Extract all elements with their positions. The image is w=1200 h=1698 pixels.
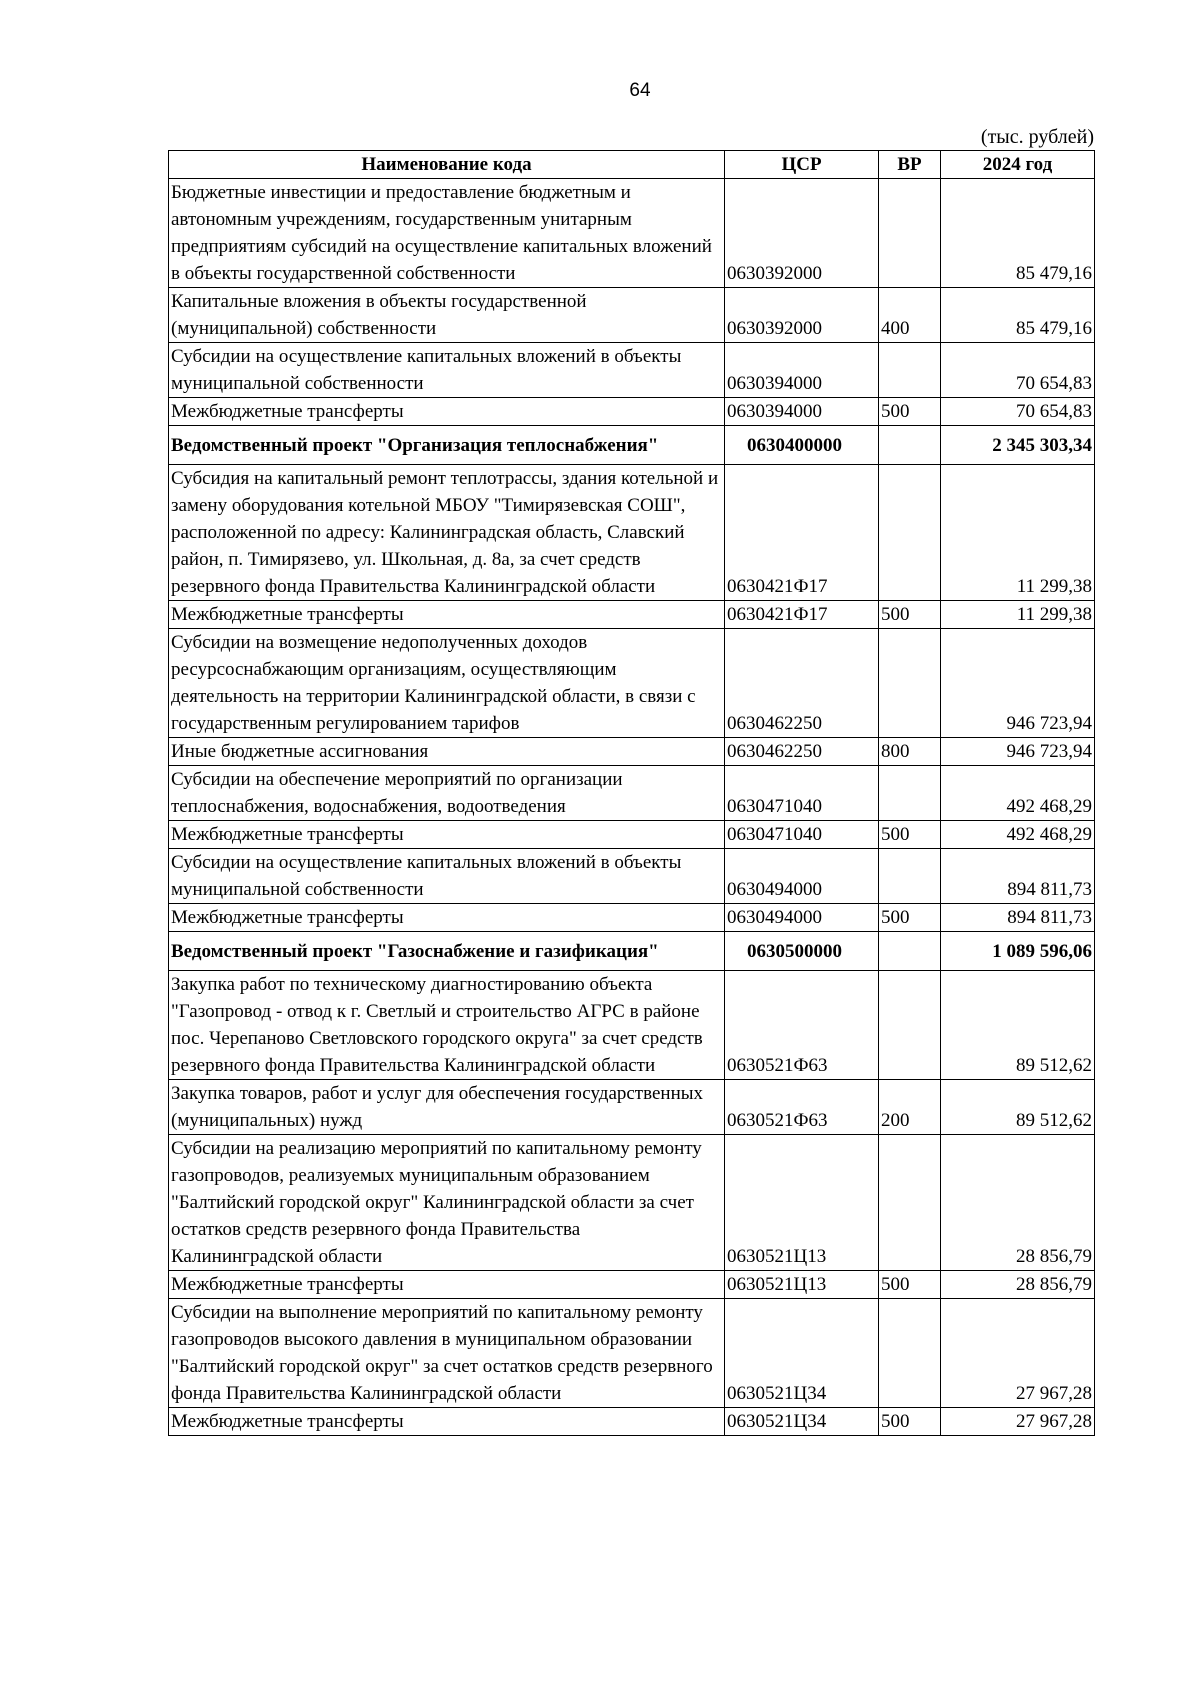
row-csr: 0630392000 (725, 179, 879, 288)
table-row (169, 343, 1095, 398)
row-name: Межбюджетные трансферты (169, 1408, 725, 1436)
header-year: 2024 год (941, 151, 1095, 179)
table-row (169, 629, 1095, 738)
row-vr (879, 932, 941, 971)
row-vr: 500 (879, 904, 941, 932)
row-sum: 27 967,28 (941, 1299, 1095, 1408)
row-vr (879, 343, 941, 398)
row-csr: 0630494000 (725, 849, 879, 904)
row-name: Ведомственный проект "Организация теплоснабжения" (169, 426, 725, 465)
row-csr: 0630521Ц13 (725, 1135, 879, 1271)
row-sum: 11 299,38 (941, 601, 1095, 629)
row-sum: 70 654,83 (941, 398, 1095, 426)
table-row (169, 398, 1095, 426)
row-sum: 85 479,16 (941, 288, 1095, 343)
row-sum: 85 479,16 (941, 179, 1095, 288)
row-vr: 400 (879, 288, 941, 343)
row-csr: 0630521Ц34 (725, 1408, 879, 1436)
table-row (169, 971, 1095, 1080)
row-name: Закупка работ по техническому диагностированию объекта "Газопровод - отвод к г. Светлый и строительство АГРС в районе пос. Черепаново Светловского городского округа" за счет средств резервного фонда Правительства Калининградской области (169, 971, 725, 1080)
units-label: (тыс. рублей) (980, 126, 1094, 148)
table-row (169, 1299, 1095, 1408)
table-row (169, 288, 1095, 343)
table-row (169, 179, 1095, 288)
row-vr: 500 (879, 1271, 941, 1299)
row-csr: 0630394000 (725, 398, 879, 426)
table-row (169, 1080, 1095, 1135)
row-sum: 2 345 303,34 (941, 426, 1095, 465)
row-sum: 1 089 596,06 (941, 932, 1095, 971)
row-name: Межбюджетные трансферты (169, 904, 725, 932)
table-row (169, 1271, 1095, 1299)
row-sum: 89 512,62 (941, 1080, 1095, 1135)
row-name: Межбюджетные трансферты (169, 398, 725, 426)
row-csr: 0630462250 (725, 629, 879, 738)
table-row (169, 849, 1095, 904)
row-sum: 70 654,83 (941, 343, 1095, 398)
row-sum: 89 512,62 (941, 971, 1095, 1080)
row-vr: 500 (879, 398, 941, 426)
header-vr: ВР (879, 151, 941, 179)
table-row (169, 1135, 1095, 1271)
row-name: Субсидии на возмещение недополученных доходов ресурсоснабжающим организациям, осуществляющим деятельность на территории Калининградской области, в связи с государственным регулированием тарифов (169, 629, 725, 738)
row-name: Межбюджетные трансферты (169, 821, 725, 849)
row-sum: 492 468,29 (941, 821, 1095, 849)
row-sum: 946 723,94 (941, 629, 1095, 738)
row-vr (879, 849, 941, 904)
row-vr (879, 971, 941, 1080)
row-name: Межбюджетные трансферты (169, 601, 725, 629)
row-csr: 0630394000 (725, 343, 879, 398)
row-csr: 0630494000 (725, 904, 879, 932)
row-csr: 0630471040 (725, 766, 879, 821)
row-csr: 0630521Ф63 (725, 971, 879, 1080)
row-sum: 28 856,79 (941, 1135, 1095, 1271)
table-row (169, 821, 1095, 849)
row-csr: 0630521Ц13 (725, 1271, 879, 1299)
header-csr: ЦСР (725, 151, 879, 179)
row-csr: 0630521Ф63 (725, 1080, 879, 1135)
row-vr: 500 (879, 821, 941, 849)
row-sum: 946 723,94 (941, 738, 1095, 766)
budget-table (168, 150, 1095, 1436)
row-vr (879, 629, 941, 738)
row-sum: 11 299,38 (941, 465, 1095, 601)
row-csr: 0630462250 (725, 738, 879, 766)
row-vr (879, 1299, 941, 1408)
table-row (169, 738, 1095, 766)
page-number: 64 (629, 80, 651, 101)
row-csr: 0630421Ф17 (725, 465, 879, 601)
row-name: Субсидии на осуществление капитальных вложений в объекты муниципальной собственности (169, 343, 725, 398)
table-header-row (169, 151, 1095, 179)
row-name: Субсидии на осуществление капитальных вложений в объекты муниципальной собственности (169, 849, 725, 904)
row-vr (879, 179, 941, 288)
row-csr: 0630471040 (725, 821, 879, 849)
table-row (169, 766, 1095, 821)
row-name: Субсидия на капитальный ремонт теплотрассы, здания котельной и замену оборудования котельной МБОУ "Тимирязевская СОШ", расположенной по адресу: Калининградская область, Славский район, п. Тимирязево, ул. Школьная, д. 8а, за счет средств резервного фонда Правительства Калининградской области (169, 465, 725, 601)
row-name: Субсидии на выполнение мероприятий по капитальному ремонту газопроводов высокого давления в муниципальном образовании "Балтийский городской округ" за счет остатков средств резервного фонда Правительства Калининградской области (169, 1299, 725, 1408)
row-name: Иные бюджетные ассигнования (169, 738, 725, 766)
row-name: Капитальные вложения в объекты государственной (муниципальной) собственности (169, 288, 725, 343)
row-name: Бюджетные инвестиции и предоставление бюджетным и автономным учреждениям, государственным унитарным предприятиям субсидий на осуществление капитальных вложений в объекты государственной собственности (169, 179, 725, 288)
row-vr (879, 766, 941, 821)
row-vr: 800 (879, 738, 941, 766)
row-csr: 0630400000 (725, 426, 879, 465)
table-row (169, 465, 1095, 601)
row-vr: 500 (879, 1408, 941, 1436)
row-sum: 894 811,73 (941, 904, 1095, 932)
row-vr: 200 (879, 1080, 941, 1135)
row-vr (879, 1135, 941, 1271)
row-sum: 28 856,79 (941, 1271, 1095, 1299)
row-name: Ведомственный проект "Газоснабжение и газификация" (169, 932, 725, 971)
row-name: Закупка товаров, работ и услуг для обеспечения государственных (муниципальных) нужд (169, 1080, 725, 1135)
row-vr: 500 (879, 601, 941, 629)
row-name: Субсидии на реализацию мероприятий по капитальному ремонту газопроводов, реализуемых муниципальным образованием "Балтийский городской округ" Калининградской области за счет остатков средств резервного фонда Правительства Калининградской области (169, 1135, 725, 1271)
row-sum: 492 468,29 (941, 766, 1095, 821)
table-row (169, 1408, 1095, 1436)
header-name: Наименование кода (169, 151, 725, 179)
row-csr: 0630392000 (725, 288, 879, 343)
row-vr (879, 426, 941, 465)
table-row-project (169, 426, 1095, 465)
row-name: Межбюджетные трансферты (169, 1271, 725, 1299)
table-row-project (169, 932, 1095, 971)
row-sum: 27 967,28 (941, 1408, 1095, 1436)
row-csr: 0630500000 (725, 932, 879, 971)
row-sum: 894 811,73 (941, 849, 1095, 904)
row-vr (879, 465, 941, 601)
table-row (169, 904, 1095, 932)
row-name: Субсидии на обеспечение мероприятий по организации теплоснабжения, водоснабжения, водоотведения (169, 766, 725, 821)
row-csr: 0630521Ц34 (725, 1299, 879, 1408)
row-csr: 0630421Ф17 (725, 601, 879, 629)
table-row (169, 601, 1095, 629)
